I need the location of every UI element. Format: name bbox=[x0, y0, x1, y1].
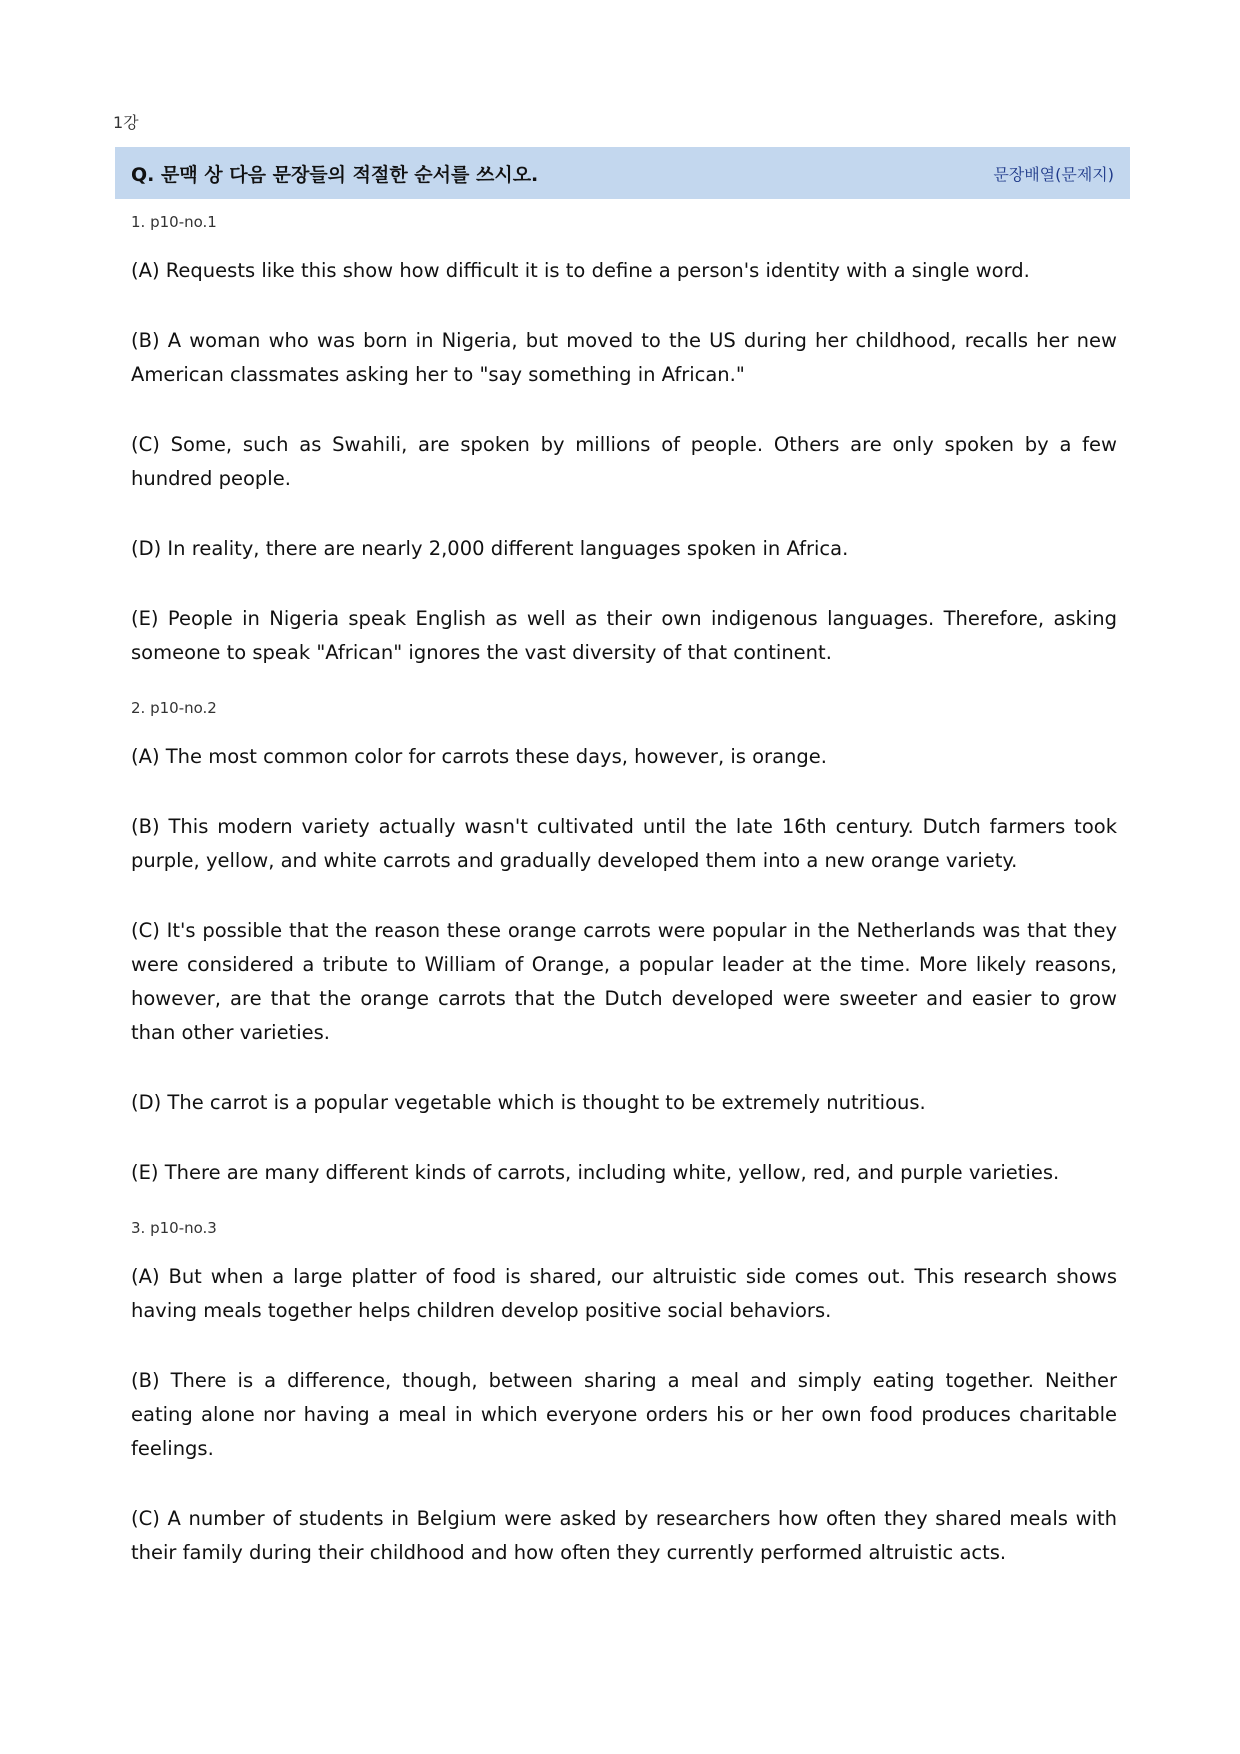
sentence-c: (C) It's possible that the reason these orange carrots were popular in the Netherlands was that they were considered a tribute to William of Orange, a popular leader at the time. More likely reasons, however, are that the orange carrots that the Dutch developed were sweeter and easier to grow than other varieties. bbox=[131, 919, 1117, 1044]
problem-3 bbox=[131, 1216, 1117, 1570]
problem-number: 2. p10-no.2 bbox=[131, 699, 217, 717]
question-title: Q. 문맥 상 다음 문장들의 적절한 순서를 쓰시오. bbox=[131, 163, 539, 186]
problem-2 bbox=[131, 696, 1117, 1190]
sentence-a: (A) The most common color for carrots these days, however, is orange. bbox=[131, 745, 827, 768]
sentence-b: (B) A woman who was born in Nigeria, but moved to the US during her childhood, recalls her new American classmates asking her to "say something in African." bbox=[131, 329, 1117, 386]
sentence-b: (B) There is a difference, though, between sharing a meal and simply eating together. Neither eating alone nor having a meal in which everyone orders his or her own food produces charitable feelings. bbox=[131, 1369, 1117, 1460]
sentence-a: (A) But when a large platter of food is shared, our altruistic side comes out. This research shows having meals together helps children develop positive social behaviors. bbox=[131, 1265, 1117, 1322]
sentence-c: (C) Some, such as Swahili, are spoken by millions of people. Others are only spoken by a few hundred people. bbox=[131, 433, 1117, 490]
sentence-d: (D) In reality, there are nearly 2,000 different languages spoken in Africa. bbox=[131, 537, 849, 560]
problem-number: 1. p10-no.1 bbox=[131, 213, 217, 231]
question-header bbox=[115, 147, 1130, 199]
problem-1 bbox=[131, 210, 1117, 670]
problem-number: 3. p10-no.3 bbox=[131, 1219, 217, 1237]
sentence-e: (E) There are many different kinds of carrots, including white, yellow, red, and purple varieties. bbox=[131, 1161, 1060, 1184]
lecture-label: 1강 bbox=[113, 113, 139, 132]
worksheet-type-tag: 문장배열(문제지) bbox=[993, 164, 1114, 184]
sentence-b: (B) This modern variety actually wasn't cultivated until the late 16th century. Dutch farmers took purple, yellow, and white carrots and gradually developed them into a new orange variety. bbox=[131, 815, 1117, 872]
sentence-d: (D) The carrot is a popular vegetable which is thought to be extremely nutritious. bbox=[131, 1091, 926, 1114]
sentence-a: (A) Requests like this show how difficult it is to define a person's identity with a single word. bbox=[131, 259, 1030, 282]
problem-list bbox=[131, 210, 1117, 1570]
sentence-e: (E) People in Nigeria speak English as well as their own indigenous languages. Therefore, asking someone to speak "African" ignores the vast diversity of that continent. bbox=[131, 607, 1117, 664]
sentence-c: (C) A number of students in Belgium were asked by researchers how often they shared meals with their family during their childhood and how often they currently performed altruistic acts. bbox=[131, 1507, 1117, 1564]
